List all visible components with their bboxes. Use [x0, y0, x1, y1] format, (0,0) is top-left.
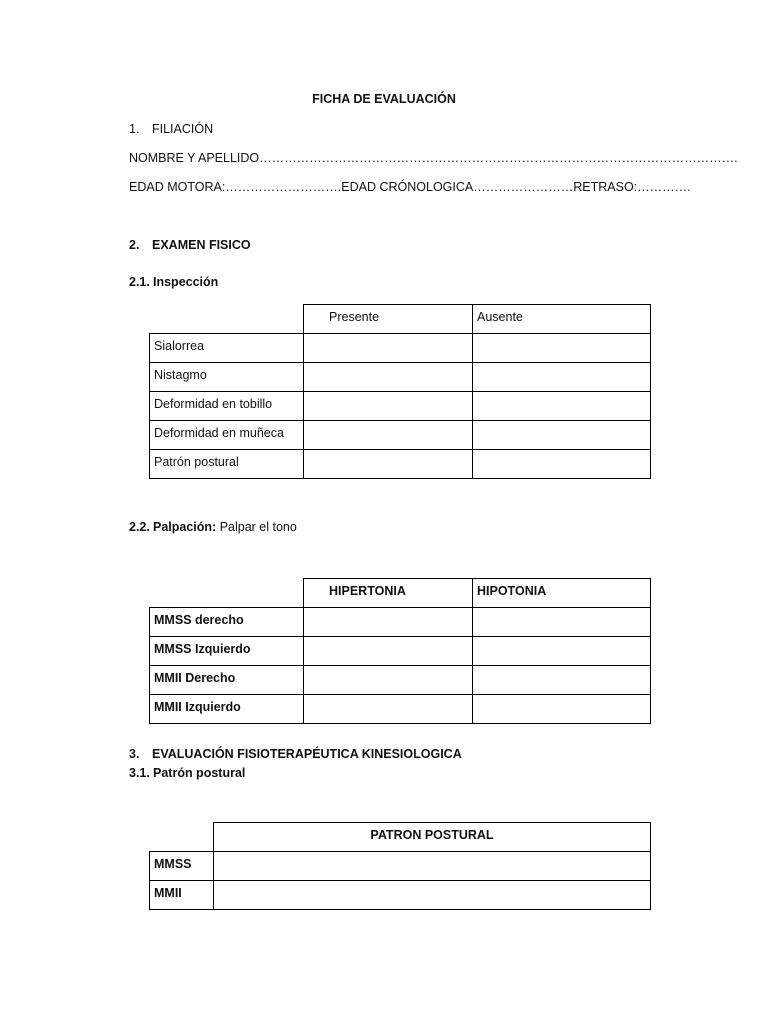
hipertonia-cell[interactable]: [304, 637, 473, 666]
table-header-row: [150, 579, 651, 608]
column-header: PATRON POSTURAL: [214, 823, 651, 852]
inspeccion-table: [149, 304, 651, 479]
row-label: MMSS Izquierdo: [150, 637, 304, 666]
section-label: EXAMEN FISICO: [152, 238, 251, 252]
hipotonia-cell[interactable]: [473, 695, 651, 724]
row-label: MMII: [150, 881, 214, 910]
ausente-cell[interactable]: [473, 334, 651, 363]
ausente-cell[interactable]: [473, 392, 651, 421]
subsection-number: 3.1.: [129, 766, 150, 780]
patron-postural-cell[interactable]: [214, 852, 651, 881]
row-label: Nistagmo: [150, 363, 304, 392]
subsection-label: Inspección: [153, 275, 219, 289]
subsection-description: Palpar el tono: [219, 520, 297, 534]
section-number: 1.: [129, 122, 140, 136]
column-header: Ausente: [473, 305, 651, 334]
table-row: [150, 421, 651, 450]
hipotonia-cell[interactable]: [473, 666, 651, 695]
presente-cell[interactable]: [304, 334, 473, 363]
subsection-number: 2.2.: [129, 520, 150, 534]
table-row: [150, 881, 651, 910]
table-header-row: [150, 823, 651, 852]
ausente-cell[interactable]: [473, 363, 651, 392]
table-row: [150, 450, 651, 479]
row-label: MMII Derecho: [150, 666, 304, 695]
table-row: [150, 334, 651, 363]
presente-cell[interactable]: [304, 421, 473, 450]
document-title: FICHA DE EVALUACIÓN: [312, 92, 456, 106]
subsection-inspeccion-heading: [129, 275, 218, 289]
hipertonia-cell[interactable]: [304, 608, 473, 637]
table-row: [150, 363, 651, 392]
presente-cell[interactable]: [304, 392, 473, 421]
hipotonia-cell[interactable]: [473, 608, 651, 637]
ausente-cell[interactable]: [473, 421, 651, 450]
column-header: Presente: [304, 305, 473, 334]
section-evaluacion-heading: [129, 747, 462, 761]
presente-cell[interactable]: [304, 363, 473, 392]
palpacion-table: [149, 578, 651, 724]
patron-postural-cell[interactable]: [214, 881, 651, 910]
section-label: EVALUACIÓN FISIOTERAPÉUTICA KINESIOLOGICA: [152, 747, 462, 761]
section-filiacion-heading: [129, 122, 213, 136]
subsection-label: Palpación:: [153, 520, 217, 534]
table-row: [150, 392, 651, 421]
column-header: HIPOTONIA: [473, 579, 651, 608]
subsection-number: 2.1.: [129, 275, 150, 289]
nombre-apellido-line: NOMBRE Y APELLIDO…………………………………………………………………………………………………….: [129, 151, 738, 165]
section-examen-heading: [129, 238, 251, 252]
hipertonia-cell[interactable]: [304, 695, 473, 724]
section-label: FILIACIÓN: [152, 122, 214, 136]
row-label: Patrón postural: [150, 450, 304, 479]
hipertonia-cell[interactable]: [304, 666, 473, 695]
table-row: [150, 608, 651, 637]
row-label: Sialorrea: [150, 334, 304, 363]
table-header-row: [150, 305, 651, 334]
subsection-label: Patrón postural: [153, 766, 246, 780]
row-label: MMSS: [150, 852, 214, 881]
patron-postural-table: [149, 822, 651, 910]
ausente-cell[interactable]: [473, 450, 651, 479]
row-label: Deformidad en tobillo: [150, 392, 304, 421]
table-row: [150, 666, 651, 695]
row-label: Deformidad en muñeca: [150, 421, 304, 450]
subsection-palpacion-heading: [129, 520, 297, 534]
table-row: [150, 852, 651, 881]
subsection-patron-heading: [129, 766, 245, 780]
row-label: MMSS derecho: [150, 608, 304, 637]
hipotonia-cell[interactable]: [473, 637, 651, 666]
presente-cell[interactable]: [304, 450, 473, 479]
table-row: [150, 695, 651, 724]
row-label: MMII Izquierdo: [150, 695, 304, 724]
edad-line: EDAD MOTORA:……………………….EDAD CRÓNOLOGICA……………………RETRASO:………….: [129, 180, 691, 194]
section-number: 2.: [129, 238, 140, 252]
column-header: HIPERTONIA: [304, 579, 473, 608]
table-row: [150, 637, 651, 666]
section-number: 3.: [129, 747, 140, 761]
